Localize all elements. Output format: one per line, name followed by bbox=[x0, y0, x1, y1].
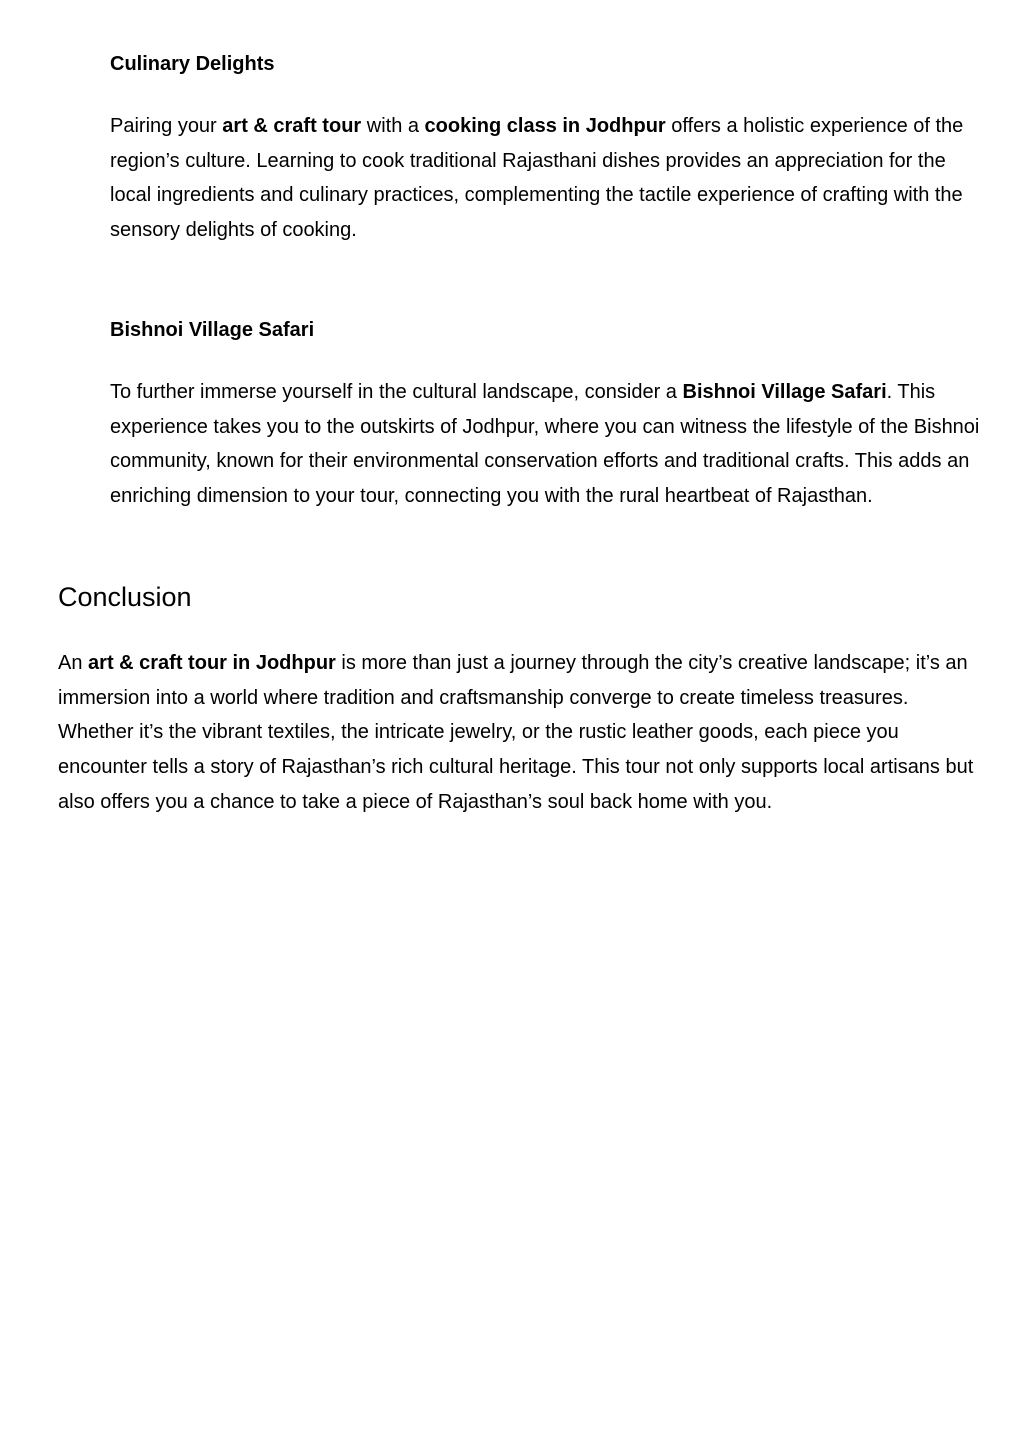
culinary-delights-heading: Culinary Delights bbox=[110, 53, 275, 75]
culinary-delights-paragraph bbox=[110, 109, 980, 248]
text-run: offers a holistic experience of the region’s culture. Learning to cook traditional Rajasthani dishes provides an appreciation for the local ingredients and culinary practices, complementing the tactile experience of crafting with the sensory delights of cooking. bbox=[110, 115, 964, 242]
bold-text-run: Bishnoi Village Safari bbox=[682, 381, 887, 403]
text-run: . This experience takes you to the outskirts of Jodhpur, where you can witness the lifestyle of the Bishnoi community, known for their environmental conservation efforts and traditional crafts. This adds an enriching dimension to your tour, connecting you with the rural heartbeat of Rajasthan. bbox=[110, 381, 980, 508]
bold-text-run: cooking class in Jodhpur bbox=[424, 115, 666, 137]
bold-text-run: art & craft tour in Jodhpur bbox=[88, 652, 336, 674]
text-run: with a bbox=[361, 115, 425, 137]
bishnoi-village-safari-heading: Bishnoi Village Safari bbox=[110, 319, 315, 341]
text-run: An bbox=[58, 652, 89, 674]
bold-text-run: art & craft tour bbox=[222, 115, 362, 137]
conclusion-heading: Conclusion bbox=[58, 582, 192, 612]
conclusion-paragraph bbox=[58, 646, 978, 820]
text-run: Pairing your bbox=[110, 115, 223, 137]
bishnoi-village-safari-paragraph bbox=[110, 375, 980, 514]
text-run: is more than just a journey through the city’s creative landscape; it’s an immersion into a world where tradition and craftsmanship converge to create timeless treasures. Whether it’s the vibrant textiles, the intricate jewelry, or the rustic leather goods, each piece you encounter tells a story of Rajasthan’s rich cultural heritage. This tour not only supports local artisans but also offers you a chance to take a piece of Rajasthan’s soul back home with you. bbox=[58, 652, 974, 813]
text-run: To further immerse yourself in the cultural landscape, consider a bbox=[110, 381, 683, 403]
